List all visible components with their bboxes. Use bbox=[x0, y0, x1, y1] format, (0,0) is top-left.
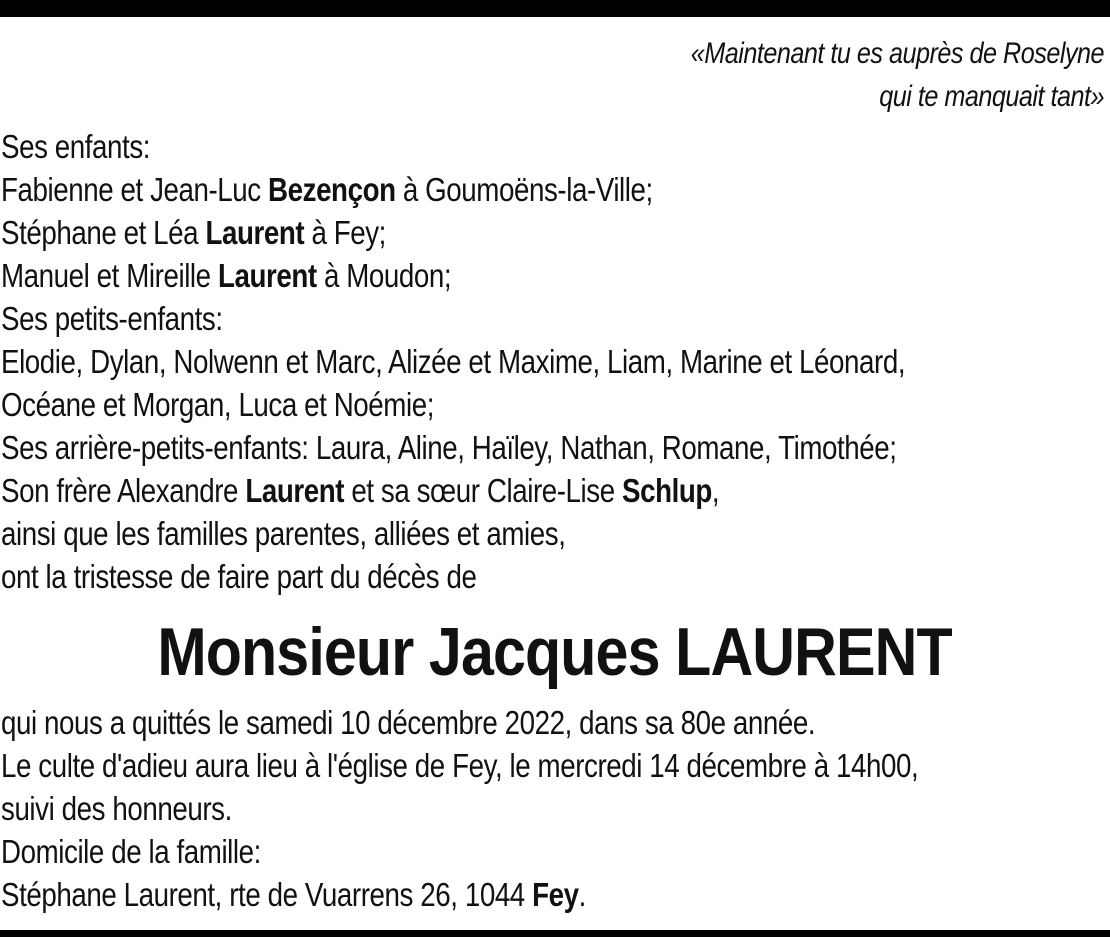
child-names: Stéphane et Léa bbox=[1, 214, 206, 251]
siblings-text: et sa sœur Claire-Lise bbox=[344, 472, 623, 509]
address-town: Fey bbox=[532, 876, 579, 913]
siblings-text: Son frère Alexandre bbox=[1, 472, 246, 509]
top-border-rule bbox=[0, 0, 1110, 17]
announcement-line: ont la tristesse de faire part du décès de bbox=[1, 558, 477, 595]
child-names: Manuel et Mireille bbox=[1, 257, 218, 294]
child-entry bbox=[1, 254, 905, 297]
funeral-details bbox=[1, 701, 918, 916]
sibling-surname: Schlup bbox=[622, 472, 712, 509]
siblings-line bbox=[1, 469, 905, 512]
deceased-name: Monsieur Jacques LAURENT bbox=[157, 614, 953, 690]
child-place: à Fey; bbox=[304, 214, 386, 251]
address-text: Stéphane Laurent, rte de Vuarrens 26, 1044 bbox=[1, 876, 533, 913]
honours-line: suivi des honneurs. bbox=[1, 790, 232, 827]
date-of-death-line: qui nous a quittés le samedi 10 décembre 2022, dans sa 80e année. bbox=[1, 704, 816, 741]
child-names: Fabienne et Jean-Luc bbox=[1, 171, 269, 208]
child-entry bbox=[1, 211, 905, 254]
bottom-border-rule bbox=[0, 930, 1110, 937]
grandchildren-heading: Ses petits-enfants: bbox=[1, 300, 223, 337]
grandchildren-line: Océane et Morgan, Luca et Noémie; bbox=[1, 386, 434, 423]
child-place: à Goumoëns-la-Ville; bbox=[395, 171, 653, 208]
child-surname: Bezençon bbox=[268, 171, 396, 208]
address-end: . bbox=[578, 876, 586, 913]
relatives-line: ainsi que les familles parentes, alliées et amies, bbox=[1, 515, 566, 552]
grandchildren-line: Elodie, Dylan, Nolwenn et Marc, Alizée et Maxime, Liam, Marine et Léonard, bbox=[1, 343, 906, 380]
address-line bbox=[1, 873, 918, 916]
child-surname: Laurent bbox=[217, 257, 317, 294]
child-surname: Laurent bbox=[205, 214, 305, 251]
children-heading: Ses enfants: bbox=[1, 128, 151, 165]
child-place: à Moudon; bbox=[316, 257, 452, 294]
quote-line-1: «Maintenant tu es auprès de Roselyne bbox=[690, 37, 1104, 70]
epitaph-quote bbox=[691, 32, 1104, 118]
family-list bbox=[1, 125, 905, 598]
great-grandchildren-line: Ses arrière-petits-enfants: Laura, Aline, Haïley, Nathan, Romane, Timothée; bbox=[1, 429, 897, 466]
child-entry bbox=[1, 168, 905, 211]
sibling-surname: Laurent bbox=[245, 472, 345, 509]
deceased-name-heading bbox=[0, 612, 1110, 692]
domicile-heading: Domicile de la famille: bbox=[1, 833, 261, 870]
siblings-text: , bbox=[711, 472, 720, 509]
quote-line-2: qui te manquait tant» bbox=[879, 80, 1104, 113]
service-line: Le culte d'adieu aura lieu à l'église de Fey, le mercredi 14 décembre à 14h00, bbox=[1, 747, 919, 784]
